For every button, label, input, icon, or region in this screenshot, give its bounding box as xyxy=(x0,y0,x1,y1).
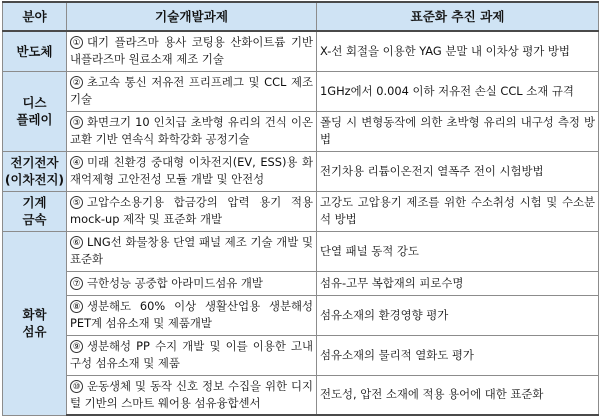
header-std-task: 표준화 추진 과제 xyxy=(317,2,599,31)
std-task-cell: 섬유-고무 복합재의 피로수명 xyxy=(317,271,599,295)
tech-task-cell xyxy=(67,191,317,231)
item-number: ⑨ xyxy=(70,340,83,353)
tech-task-text: 운동생체 및 동작 신호 정보 수집을 위한 디지털 기반의 스마트 웨어용 섬유융합센서 xyxy=(70,378,313,410)
tech-task-text: 미래 친환경 중대형 이차전지(EV, ESS)용 화재억제형 고안전성 모듈 개발 및 안전성 xyxy=(70,155,313,186)
category-cell: 기계 금속 xyxy=(3,191,67,231)
tech-task-text: 생분해도 60% 이상 생활산업용 생분해성 PET계 섬유소재 및 제품개발 xyxy=(70,299,313,330)
tech-task-cell xyxy=(67,71,317,111)
tech-task-text: LNG선 화물창용 단열 패널 제조 기술 개발 및 표준화 xyxy=(70,235,313,266)
tech-task-cell xyxy=(67,295,317,335)
item-number: ④ xyxy=(70,156,83,169)
std-task-cell: 전도성, 압전 소재에 적용 용어에 대한 표준화 xyxy=(317,375,599,415)
tech-task-cell xyxy=(67,231,317,271)
table-row xyxy=(3,191,599,231)
item-number: ⑧ xyxy=(70,300,83,313)
table-row xyxy=(3,335,599,375)
item-number: ⑤ xyxy=(70,196,83,209)
std-task-cell: 섬유소재의 물리적 열화도 평가 xyxy=(317,335,599,375)
table-header-row xyxy=(3,2,599,31)
tech-task-cell xyxy=(67,335,317,375)
tech-task-cell xyxy=(67,111,317,151)
tech-task-cell xyxy=(67,151,317,191)
tech-task-cell xyxy=(67,375,317,415)
table-row xyxy=(3,31,599,71)
item-number: ⑦ xyxy=(70,277,83,290)
item-number: ⑩ xyxy=(70,380,83,393)
table-row xyxy=(3,111,599,151)
tech-task-text: 초고속 통신 저유전 프리프레그 및 CCL 제조기술 xyxy=(70,75,313,106)
std-task-cell: X-선 회절을 이용한 YAG 분말 내 이차상 평가 방법 xyxy=(317,31,599,71)
tech-task-cell xyxy=(67,271,317,295)
table-row xyxy=(3,271,599,295)
header-category: 분야 xyxy=(3,2,67,31)
std-task-cell: 1GHz에서 0.004 이하 저유전 손실 CCL 소재 규격 xyxy=(317,71,599,111)
std-task-cell: 고강도 고압용기 제조를 위한 수소취성 시험 및 수소분석 방법 xyxy=(317,191,599,231)
item-number: ① xyxy=(70,36,83,49)
standards-table xyxy=(2,1,599,416)
table-row xyxy=(3,151,599,191)
item-number: ② xyxy=(70,76,83,89)
table-row xyxy=(3,231,599,271)
category-cell: 반도체 xyxy=(3,31,67,71)
category-cell: 전기전자 (이차전지) xyxy=(3,151,67,191)
tech-task-text: 극한성능 공중합 아라미드섬유 개발 xyxy=(87,275,263,290)
table-row xyxy=(3,375,599,415)
tech-task-text: 생분해성 PP 수지 개발 및 이를 이용한 고내구성 섬유소재 및 제품 xyxy=(70,339,313,370)
item-number: ⑥ xyxy=(70,236,83,249)
std-task-cell: 단열 패널 동적 강도 xyxy=(317,231,599,271)
tech-task-text: 대기 플라즈마 용사 코팅용 산화이트륨 기반 내플라즈마 원료소재 제조 기술 xyxy=(70,35,313,67)
header-tech-task: 기술개발과제 xyxy=(67,2,317,31)
item-number: ③ xyxy=(70,116,83,129)
std-task-cell: 전기차용 리튬이온전지 열폭주 전이 시험방법 xyxy=(317,151,599,191)
category-cell: 디스 플레이 xyxy=(3,71,67,151)
table-row xyxy=(3,71,599,111)
tech-task-text: 고압수소용기용 합금강의 압력 용기 적용 mock-up 제작 및 표준화 개발 xyxy=(70,195,313,226)
std-task-cell: 섬유소재의 환경영향 평가 xyxy=(317,295,599,335)
tech-task-cell xyxy=(67,31,317,71)
category-cell: 화학 섬유 xyxy=(3,231,67,415)
tech-task-text: 화면크기 10 인치급 초박형 유리의 건식 이온교환 기반 연속식 화학강화 공정기술 xyxy=(70,115,313,146)
table-row xyxy=(3,295,599,335)
std-task-cell: 폴딩 시 변형동작에 의한 초박형 유리의 내구성 측정 방법 xyxy=(317,111,599,151)
